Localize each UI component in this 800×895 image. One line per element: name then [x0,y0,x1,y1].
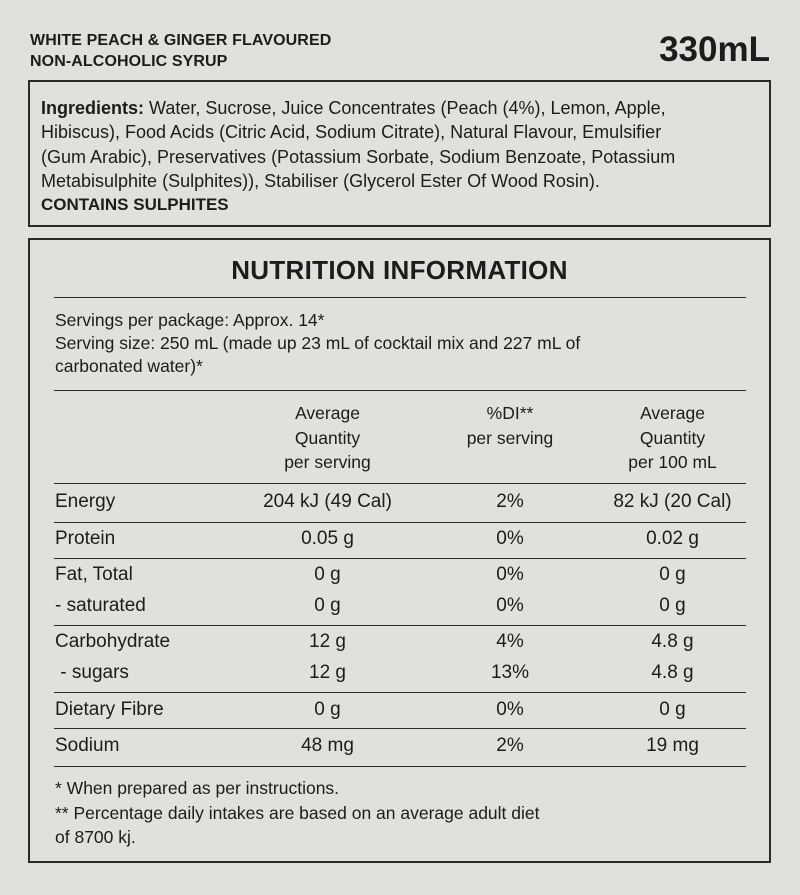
per-100ml-value: 4.8 g [651,662,694,683]
column-header-line: %DI** [486,403,534,423]
divider [54,522,746,523]
product-name-line1: WHITE PEACH & GINGER FLAVOURED [30,32,332,49]
per-serving-value: 12 g [309,631,346,652]
nutrient-row-fat-total [30,562,769,588]
column-header-line: per 100 mL [628,452,717,472]
nutrient-row-energy [30,489,769,515]
nutrient-name: Dietary Fibre [55,699,164,720]
per-serving-value: 0 g [314,564,341,585]
per-serving-value: 0.05 g [301,528,354,549]
ingredients-text-start: Water, Sucrose, Juice Concentrates (Peach (4%), Lemon, Apple, [144,98,666,118]
serving-info [55,309,580,378]
per-serving-value: 0 g [314,699,341,720]
divider [54,625,746,626]
divider [54,692,746,693]
per-serving-value: 204 kJ (49 Cal) [263,491,392,512]
nutrient-row-sodium [30,733,769,759]
nutrient-name: Carbohydrate [55,631,171,652]
serving-size-line2: carbonated water)* [55,356,203,376]
column-header-line: Average [295,403,360,423]
serving-size-line1: Serving size: 250 mL (made up 23 mL of cocktail mix and 227 mL of [55,333,581,353]
per-100ml-value: 4.8 g [651,631,694,652]
nutrient-name: - saturated [55,595,146,616]
footnotes [55,776,540,850]
per-serving-value: 48 mg [301,735,354,756]
di-value: 2% [496,491,524,512]
per-100ml-value: 0 g [659,699,686,720]
nutrition-title: NUTRITION INFORMATION [231,255,568,285]
nutrient-name: Fat, Total [55,564,133,585]
divider [54,558,746,559]
di-value: 0% [496,564,524,585]
servings-per-package: Servings per package: Approx. 14* [55,310,325,330]
di-value: 0% [496,595,524,616]
column-header-line: per serving [284,452,371,472]
nutrient-name: Protein [55,528,116,549]
column-header-line: per serving [466,427,554,448]
product-header [30,30,770,80]
ingredients-line2: Hibiscus), Food Acids (Citric Acid, Sodium Citrate), Natural Flavour, Emulsifier [41,122,662,143]
di-value: 0% [496,528,524,549]
column-header-line: Quantity [294,427,361,448]
ingredients-panel [28,80,771,227]
divider [54,728,746,729]
per-100ml-value: 0 g [659,595,686,616]
ingredients-line1 [41,96,769,120]
divider [54,483,746,484]
footnote: * When prepared as per instructions. [55,778,340,798]
column-header-line: Average [640,403,705,423]
per-100ml-value: 19 mg [646,735,699,756]
per-100ml-value: 0.02 g [646,528,699,549]
nutrient-row-saturated [30,593,769,619]
footnote: ** Percentage daily intakes are based on an average adult diet [55,802,540,823]
column-header-per-100ml [590,401,755,475]
nutrient-name: - sugars [55,662,129,683]
product-name [30,30,331,72]
column-header-di [425,401,595,450]
nutrient-row-sugars [30,660,769,686]
per-100ml-value: 0 g [659,564,686,585]
ingredients-line4: Metabisulphite (Sulphites)), Stabiliser (Glycerol Ester Of Wood Rosin). [41,170,600,191]
di-value: 13% [490,662,530,683]
nutrient-name: Sodium [55,735,120,756]
product-name-line2: NON-ALCOHOLIC SYRUP [30,53,228,70]
di-value: 4% [496,631,524,652]
nutrient-row-carbohydrate [30,629,769,655]
nutrient-name: Energy [55,491,116,512]
column-header-per-serving [240,401,415,475]
nutrient-row-protein [30,526,769,552]
divider [54,297,746,298]
di-value: 0% [496,699,524,720]
product-volume: 330mL [659,30,770,69]
nutrition-panel [28,238,771,863]
nutrient-row-dietary-fibre [30,697,769,723]
divider [54,390,746,391]
ingredients-label: Ingredients: [41,98,145,118]
per-serving-value: 0 g [314,595,341,616]
per-serving-value: 12 g [309,662,346,683]
per-100ml-value: 82 kJ (20 Cal) [613,491,732,512]
ingredients-line3: (Gum Arabic), Preservatives (Potassium Sorbate, Sodium Benzoate, Potassium [41,146,676,167]
column-header-line: Quantity [639,427,706,448]
di-value: 2% [496,735,524,756]
contains-sulphites: CONTAINS SULPHITES [41,195,229,215]
footnote: of 8700 kj. [55,827,136,847]
divider [54,766,746,767]
